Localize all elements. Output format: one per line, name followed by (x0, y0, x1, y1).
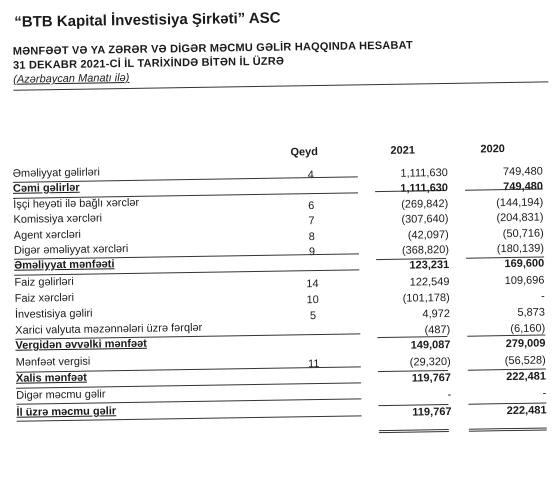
row-value-2021: 119,767 (411, 371, 452, 385)
row-value-2021: 1,111,630 (400, 166, 448, 180)
row-note: 5 (309, 310, 317, 323)
row-value-2021: (42,097) (407, 228, 449, 242)
row-note: 7 (308, 215, 315, 228)
row-value-2021: 123,231 (409, 258, 450, 272)
row-label: İnvestisiya gəliri (14, 307, 93, 321)
row-value-2021: 122,549 (409, 275, 450, 289)
row-label: Vergidən əvvəlki mənfəət (15, 337, 147, 352)
row-value-2021: (368,820) (401, 243, 450, 257)
row-value-2020: (6,160) (510, 322, 546, 336)
row-value-2021: 149,087 (410, 338, 451, 352)
row-value-2020: (144,194) (496, 196, 544, 210)
row-value-2020: (204,831) (496, 211, 544, 225)
final-double-rule-2020 (469, 429, 547, 431)
row-value-2020: 109,696 (504, 274, 545, 288)
row-label: İşçi heyəti ilə bağlı xərclər (13, 196, 140, 211)
row-label: Faiz xərcləri (14, 291, 75, 305)
statement-title: MƏNFƏƏT VƏ YA ZƏRƏR VƏ DİGƏR MƏCMU GƏLİR HAQQINDA HESABAT (12, 39, 413, 58)
row-value-2020: 279,009 (505, 337, 546, 351)
row-value-2020: (56,528) (504, 354, 546, 368)
final-double-rule-2021 (379, 431, 449, 433)
row-value-2021: 4,972 (422, 307, 451, 321)
row-label: Əməliyyat gəlirləri (12, 166, 100, 180)
row-note: 11 (307, 358, 320, 371)
row-label: İl üzrə məcmu gəlir (16, 405, 117, 419)
row-value-2020: (180,139) (496, 242, 545, 256)
row-note: 10 (306, 294, 319, 307)
row-value-2021: 119,767 (412, 405, 452, 419)
row-note: 8 (308, 231, 315, 244)
row-value-2020: 222,481 (506, 370, 547, 384)
row-value-2020: 222,481 (506, 404, 547, 418)
row-label: Digər məcmu gəlir (16, 388, 106, 402)
row-note: 9 (308, 246, 316, 259)
row-label: Komissiya xərcləri (13, 212, 103, 226)
row-value-2020: - (542, 387, 547, 400)
column-header-2020: 2020 (480, 143, 505, 156)
company-name: “BTB Kapital İnvestisiya Şirkəti” ASC (14, 9, 281, 31)
row-value-2021: 1,111,630 (400, 181, 449, 195)
row-label: Əməliyyat mənfəəti (14, 258, 115, 272)
column-header-note: Qeyd (290, 146, 319, 159)
row-label: Xalis mənfəət (15, 371, 87, 385)
currency-note: (Azərbaycan Manatı ilə) (13, 71, 130, 86)
row-value-2021: (487) (424, 323, 451, 337)
row-note: 6 (308, 200, 315, 213)
column-header-2021: 2021 (390, 144, 415, 157)
row-value-2021: (29,320) (409, 355, 451, 369)
row-value-2020: (50,716) (502, 227, 544, 241)
row-value-2021: (269,842) (401, 197, 449, 211)
row-value-2021: - (447, 388, 452, 402)
row-label: Xarici valyuta məzənnələri üzrə fərqlər (15, 321, 203, 337)
row-value-2021: (101,178) (402, 291, 450, 305)
row-note: 14 (306, 278, 319, 291)
row-label: Mənfəət vergisi (15, 355, 91, 369)
statement-period: 31 DEKABR 2021-Cİ İL TARİXİNDƏ BİTƏN İL ÜZRƏ (12, 55, 285, 72)
row-value-2020: - (540, 290, 545, 303)
row-value-2020: 5,873 (517, 306, 546, 319)
row-label: Faiz gəlirləri (14, 275, 74, 289)
row-label: Cəmi gəlirlər (12, 181, 80, 195)
row-label: Agent xərcləri (13, 228, 82, 242)
row-value-2021: (307,640) (401, 212, 449, 226)
row-value-2020: 749,480 (503, 180, 544, 194)
row-note: 4 (307, 169, 314, 182)
row-value-2020: 749,480 (502, 165, 543, 179)
row-label: Digər əməliyyat xərcləri (13, 243, 129, 257)
row-value-2020: 169,600 (504, 257, 545, 271)
